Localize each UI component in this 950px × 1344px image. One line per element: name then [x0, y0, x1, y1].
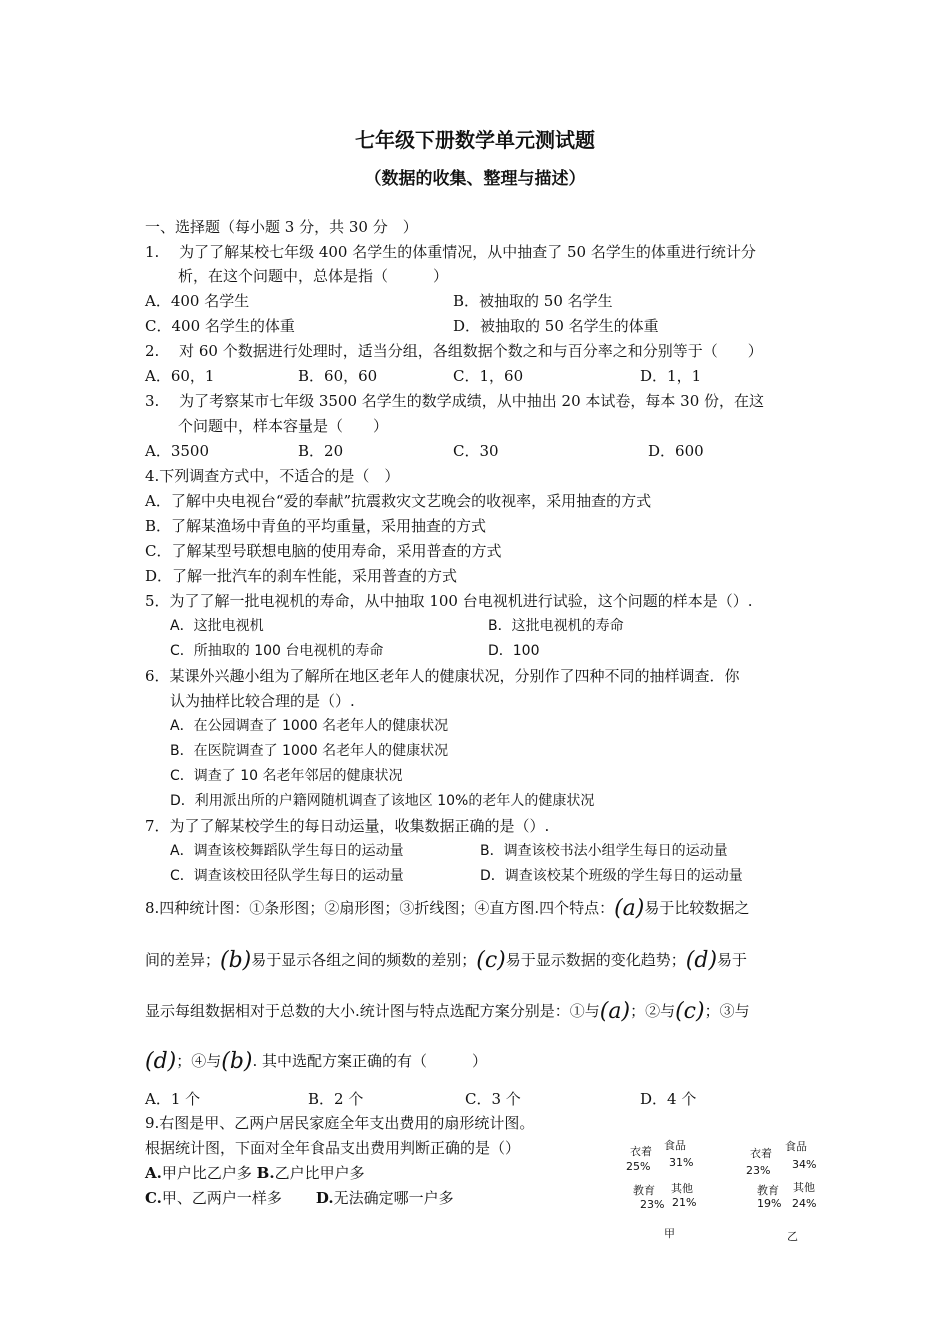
jia-chart-title: 甲: [664, 1227, 675, 1240]
q8-text-3c: ；③与: [704, 1002, 750, 1020]
jia-value-education: 23%: [640, 1198, 665, 1211]
q8-text-2c: 易于显示数据的变化趋势；: [505, 951, 686, 969]
q9-label-c: C.: [145, 1189, 162, 1207]
q8-text-1a: 8.四种统计图：①条形图；②扇形图；③折线图；④直方图.四个特点：: [145, 899, 615, 917]
q1-stem: 1. 为了了解某校七年级 400 名学生的体重情况，从中抽查了 50 名学生的体重进行统计分: [145, 243, 756, 261]
q9-stem-cont: 根据统计图，下面对全年食品支出费用判断正确的是（）: [145, 1139, 521, 1157]
yi-category-food: 食品: [785, 1140, 807, 1153]
q2-stem: 2. 对 60 个数据进行处理时，适当分组，各组数据个数之和与百分率之和分别等于（ ）: [145, 342, 763, 360]
q8-text-1b: 易于比较数据之: [644, 899, 750, 917]
q6-option-d: D．利用派出所的户籍网随机调查了该地区 10%的老年人的健康状况: [170, 793, 595, 809]
q8-match-2: (c): [675, 999, 705, 1024]
q3-option-d: D．600: [648, 442, 704, 460]
page-title: 七年级下册数学单元测试题: [355, 128, 595, 152]
yi-category-education: 教育: [757, 1184, 779, 1197]
yi-chart-title: 乙: [787, 1230, 798, 1243]
q8-match-3: (d): [145, 1049, 177, 1074]
q5-option-c: C．所抽取的 100 台电视机的寿命: [170, 643, 384, 659]
q8-var-b: (b): [220, 948, 252, 973]
q1-option-d: D．被抽取的 50 名学生的体重: [453, 317, 659, 335]
q6-option-a: A．在公园调查了 1000 名老年人的健康状况: [170, 718, 449, 734]
section-heading: 一、选择题（每小题 3 分，共 30 分 ）: [145, 218, 418, 236]
q9-options-ab: [145, 1164, 365, 1182]
q9-option-c: 甲、乙两户一样多: [161, 1189, 282, 1207]
q8-match-4: (b): [221, 1049, 253, 1074]
q6-option-c: C．调查了 10 名老年邻居的健康状况: [170, 768, 403, 784]
q8-text-4a: ；④与: [176, 1052, 222, 1070]
yi-category-other: 其他: [793, 1181, 815, 1194]
q8-line2: [145, 948, 748, 973]
q8-option-b: B．2 个: [308, 1090, 364, 1108]
jia-value-other: 21%: [672, 1196, 697, 1209]
q9-option-b: 乙户比甲户多: [274, 1164, 365, 1182]
q4-option-b: B．了解某渔场中青鱼的平均重量，采用抽查的方式: [145, 517, 487, 535]
q8-var-d: (d): [685, 948, 718, 973]
q2-option-b: B．60，60: [298, 367, 378, 385]
q7-option-a: A．调查该校舞蹈队学生每日的运动量: [170, 843, 404, 859]
q8-option-c: C．3 个: [465, 1090, 521, 1108]
jia-category-education: 教育: [633, 1184, 655, 1197]
yi-value-education: 19%: [757, 1197, 782, 1210]
q9-label-d: D.: [315, 1189, 334, 1207]
q9-label-a: A.: [145, 1164, 162, 1182]
q9-stem: 9.右图是甲、乙两户居民家庭全年支出费用的扇形统计图。: [145, 1114, 535, 1132]
q9-label-b: B.: [256, 1164, 275, 1182]
jia-value-clothing: 25%: [626, 1160, 651, 1173]
q2-option-d: D．1，1: [640, 367, 702, 385]
yi-value-other: 24%: [792, 1197, 817, 1210]
q7-option-d: D．调查该校某个班级的学生每日的运动量: [480, 868, 743, 884]
q8-option-a: A．1 个: [145, 1090, 201, 1108]
yi-category-clothing: 衣着: [750, 1147, 772, 1160]
q6-stem: 6．某课外兴趣小组为了解所在地区老年人的健康状况，分别作了四种不同的抽样调查．你: [145, 667, 740, 685]
q1-option-b: B．被抽取的 50 名学生: [453, 292, 613, 310]
q6-option-b: B．在医院调查了 1000 名老年人的健康状况: [170, 743, 449, 759]
q8-text-2d: 易于: [717, 951, 748, 969]
q4-option-c: C．了解某型号联想电脑的使用寿命，采用普查的方式: [145, 542, 502, 560]
q8-line3: [145, 999, 750, 1024]
q1-option-a: A．400 名学生: [145, 292, 250, 310]
q5-option-b: B．这批电视机的寿命: [488, 618, 624, 634]
q5-stem: 5．为了了解一批电视机的寿命，从中抽取 100 台电视机进行试验，这个问题的样本是（）.: [145, 592, 753, 610]
q3-option-a: A．3500: [145, 442, 210, 460]
jia-category-clothing: 衣着: [630, 1145, 652, 1158]
q3-option-c: C．30: [453, 442, 499, 460]
q7-option-b: B．调查该校书法小组学生每日的运动量: [480, 843, 728, 859]
q5-option-a: A．这批电视机: [170, 618, 264, 634]
q3-stem-cont: 个问题中，样本容量是（ ）: [178, 417, 389, 435]
q9-option-d: 无法确定哪一户多: [333, 1189, 454, 1207]
jia-value-food: 31%: [669, 1156, 694, 1169]
q7-stem: 7．为了了解某校学生的每日动运量，收集数据正确的是（）.: [145, 817, 550, 835]
q3-option-b: B．20: [298, 442, 344, 460]
yi-value-food: 34%: [792, 1158, 817, 1171]
q1-option-c: C．400 名学生的体重: [145, 317, 295, 335]
q8-match-1: (a): [599, 999, 631, 1024]
q6-stem-cont: 认为抽样比较合理的是（）.: [170, 692, 355, 710]
q8-text-3a: 显示每组数据相对于总数的大小.统计图与特点选配方案分别是：①与: [145, 1002, 600, 1020]
q4-option-a: A．了解中央电视台“爱的奉献”抗震救灾文艺晚会的收视率，采用抽查的方式: [145, 492, 652, 510]
q8-var-a: (a): [614, 896, 645, 921]
page-subtitle: （数据的收集、整理与描述）: [364, 169, 586, 189]
q8-var-c: (c): [476, 948, 506, 973]
q8-option-d: D．4 个: [640, 1090, 697, 1108]
q4-option-d: D．了解一批汽车的刹车性能，采用普查的方式: [145, 567, 458, 585]
q1-stem-cont: 析，在这个问题中，总体是指（ ）: [178, 267, 449, 285]
q8-line1: [145, 896, 750, 921]
q2-option-c: C．1，60: [453, 367, 524, 385]
q8-text-2b: 易于显示各组之间的频数的差别；: [251, 951, 477, 969]
q2-option-a: A．60，1: [145, 367, 215, 385]
q5-option-d: D．100: [488, 643, 540, 659]
q3-stem: 3. 为了考察某市七年级 3500 名学生的数学成绩，从中抽出 20 本试卷，每本 30 份，在这: [145, 392, 765, 410]
q9-option-a: 甲户比乙户多: [161, 1164, 252, 1182]
q8-line4: [145, 1049, 488, 1074]
q8-text-2a: 间的差异；: [145, 951, 221, 969]
q8-text-3b: ；②与: [630, 1002, 676, 1020]
yi-value-clothing: 23%: [746, 1164, 771, 1177]
jia-category-other: 其他: [671, 1182, 693, 1195]
q4-stem: 4.下列调查方式中，不适合的是（ ）: [145, 467, 400, 485]
q9-options-cd: [145, 1189, 454, 1207]
jia-category-food: 食品: [664, 1139, 686, 1152]
q8-text-4b: . 其中选配方案正确的有（ ）: [252, 1052, 488, 1070]
q7-option-c: C．调查该校田径队学生每日的运动量: [170, 868, 404, 884]
